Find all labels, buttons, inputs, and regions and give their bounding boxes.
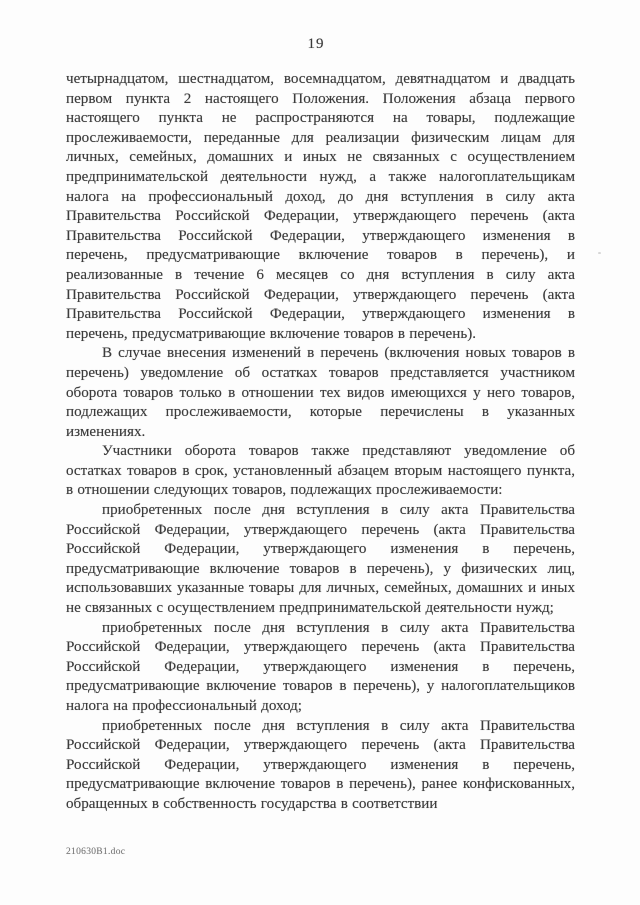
paragraph: приобретенных после дня вступления в силу акта Правительства Российской Федерации, утверждающего перечень (акта Правительства Российской Федерации, утверждающего изменения в перечень, предусматривающие включение товаров в перечень), ранее конфискованных, обращенных в собственность государства в соответствии bbox=[66, 717, 575, 812]
document-body bbox=[66, 70, 575, 815]
paragraph: приобретенных после дня вступления в силу акта Правительства Российской Федерации, утверждающего перечень (акта Правительства Российской Федерации, утверждающего изменения в перечень, предусматривающие включение товаров в перечень), у налогоплательщиков налога на профессиональный доход; bbox=[66, 619, 575, 714]
paragraph: Участники оборота товаров также представляют уведомление об остатках товаров в срок, установленный абзацем вторым настоящего пункта, в отношении следующих товаров, подлежащих прослеживаемости: bbox=[66, 443, 575, 499]
paragraph: приобретенных после дня вступления в силу акта Правительства Российской Федерации, утверждающего перечень (акта Правительства Российской Федерации, утверждающего изменения в перечень, предусматривающие включение товаров в перечень), у физических лиц, использовавших указанные товары для личных, семейных, домашних и иных не связанных с осуществлением предпринимательской деятельности нужд; bbox=[66, 502, 575, 617]
paragraph-continuation: четырнадцатом, шестнадцатом, восемнадцатом, девятнадцатом и двадцать первом пункта 2 настоящего Положения. Положения абзаца первого настоящего пункта не распространяются на товары, подлежащие прослеживаемости, переданные для реализации физическим лицам для личных, семейных, домашних и иных не связанных с осуществлением предпринимательской деятельности нужд, а также налогоплательщикам налога на профессиональный доход, до дня вступления в силу акта Правительства Российской Федерации, утверждающего перечень (акта Правительства Российской Федерации, утверждающего изменения в перечень, предусматривающие включение товаров в перечень), и реализованные в течение 6 месяцев со дня вступления в силу акта Правительства Российской Федерации, утверждающего перечень (акта Правительства Российской Федерации, утверждающего изменения в перечень, предусматривающие включение товаров в перечень). bbox=[66, 71, 575, 342]
footer-filename: 210630B1.doc bbox=[66, 847, 126, 857]
page-number: 19 bbox=[307, 36, 325, 52]
scan-artifact bbox=[598, 252, 601, 254]
paragraph: В случае внесения изменений в перечень (включения новых товаров в перечень) уведомление об остатках товаров представляется участником оборота товаров только в отношении тех видов имеющихся у него товаров, подлежащих прослеживаемости, которые перечислены в указанных изменениях. bbox=[66, 345, 575, 440]
